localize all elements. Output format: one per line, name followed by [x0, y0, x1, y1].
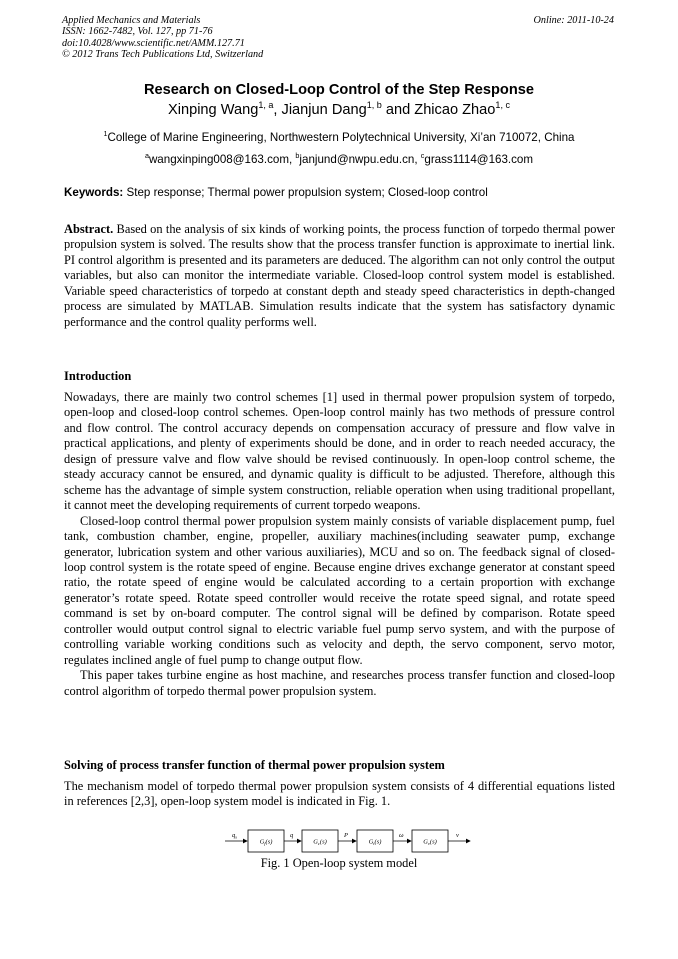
keywords-label: Keywords: [64, 186, 124, 199]
signal-label-input: $q_s$ [232, 832, 238, 840]
email-superscript: a [144, 151, 149, 161]
author-name: Xinping Wang [167, 102, 259, 118]
email-address: wangxinping008@163.com, [148, 153, 296, 166]
online-date: Online: 2011-10-24 [533, 15, 614, 26]
affiliation-superscript: 1 [103, 129, 108, 139]
section-heading: Solving of process transfer function of thermal power propulsion system [64, 758, 445, 772]
author-superscript: 1, a [258, 100, 274, 111]
block-label: $G_v(s)$ [423, 838, 437, 846]
email-address: grass1114@163.com [424, 153, 534, 166]
paper-title: Research on Closed-Loop Control of the Step Response [143, 82, 534, 98]
author-superscript: 1, c [495, 100, 510, 111]
journal-copyright: © 2012 Trans Tech Publications Ltd, Switzerland [62, 48, 264, 60]
journal-info [62, 15, 263, 60]
author-separator: and [381, 102, 415, 118]
signal-label: P [344, 832, 348, 839]
block-label: $G_f(s)$ [259, 838, 273, 846]
author-separator: , [273, 102, 282, 118]
abstract-text: Based on the analysis of six kinds of working points, the process function of torpedo thermal power propulsion system is solved. The results show that the process transfer function is approximate to inertial link. PI control algorithm is presented and its parameters are deduced. The algorithm can not only control the output variables, but also can monitor the intermediate variable. Closed-loop control system model is established. Variable speed characteristics of torpedo at constant depth and steady speed characteristics in depth-changed process are simulated by MATLAB. Simulation results indicate that the system has satisfactory dynamic performance and the control quality performs well. [64, 222, 615, 329]
email-superscript: c [420, 151, 425, 161]
abstract-label: Abstract. [64, 222, 114, 236]
introduction-body [64, 390, 615, 699]
abstract [64, 222, 615, 330]
body-paragraph: This paper takes turbine engine as host machine, and researches process transfer function and closed-loop control algorithm of torpedo thermal power propulsion system. [64, 668, 615, 698]
journal-doi: doi:10.4028/www.scientific.net/AMM.127.71 [62, 37, 245, 49]
abstract-paragraph [64, 222, 615, 330]
email-address: janjund@nwpu.edu.cn, [299, 153, 421, 166]
journal-name: Applied Mechanics and Materials [62, 15, 201, 26]
signal-label: q [290, 832, 294, 839]
block-label: $G_t(s)$ [368, 838, 382, 846]
author-name: Zhicao Zhao [414, 102, 496, 118]
email-superscript: b [295, 151, 300, 161]
figure-caption: Fig. 1 Open-loop system model [260, 856, 418, 870]
author-superscript: 1, b [366, 100, 382, 111]
section-body [64, 779, 615, 810]
author-list [0, 102, 678, 118]
affiliation-text: College of Marine Engineering, Northwestern Polytechnical University, Xi’an 710072, China [107, 131, 575, 144]
introduction-heading: Introduction [64, 369, 132, 383]
journal-issn: ISSN: 1662-7482, Vol. 127, pp 71-76 [62, 26, 213, 38]
affiliation [0, 131, 678, 144]
signal-label: ω [399, 832, 404, 839]
body-paragraph: Nowadays, there are mainly two control schemes [1] used in thermal power propulsion system of torpedo, open-loop and closed-loop control schemes. Open-loop control mainly has two methods of pressure control and flow control. The control accuracy depends on compensation accuracy of pressure and flow valve in practical applications, and plenty of experiments should be done, and in order to reach needed accuracy, the design of pressure valve and flow valve should be revised continuously. In open-loop control scheme, the steady accuracy cannot be ensured, and dynamic quality is difficult to be adjusted. Therefore, although this scheme has the advantage of simple system construction, reliable operation when using traditional propellant, it cannot meet the developing requirements of current torpedo weapons. [64, 390, 615, 513]
block-label: $G_c(s)$ [313, 838, 327, 846]
keywords [64, 186, 616, 199]
signal-label-output: v [456, 832, 459, 839]
email-list [0, 153, 678, 166]
keywords-text: Step response; Thermal power propulsion system; Closed-loop control [123, 186, 488, 199]
author-name: Jianjun Dang [281, 102, 367, 118]
body-paragraph: The mechanism model of torpedo thermal power propulsion system consists of 4 differential equations listed in references [2,3], open-loop system model is indicated in Fig. 1. [64, 779, 615, 809]
body-paragraph: Closed-loop control thermal power propulsion system mainly consists of variable displacement pump, fuel tank, combustion chamber, engine, propeller, auxiliary machines(including seawater pump, exchange generator, lubrication system and other various auxiliaries), MCU and so on. The feedback signal of closed-loop control system is the rotate speed of engine. Because engine drives exchange generator at constant speed ratio, the rotate speed of engine would be calculated according to a certain proportion with exchange generator’s rotate speed. Rotate speed controller would receive the rotate speed signal, and rotate speed command is set by on-board computer. The control signal will be defined by comparison. Rotate speed controller would output control signal to electric variable fuel pump servo system, and with the purpose of controlling variable working conditions such as velocity and depth, the servo component, servo motor, regulates inclined angle of fuel pump to change output flow. [64, 513, 615, 667]
